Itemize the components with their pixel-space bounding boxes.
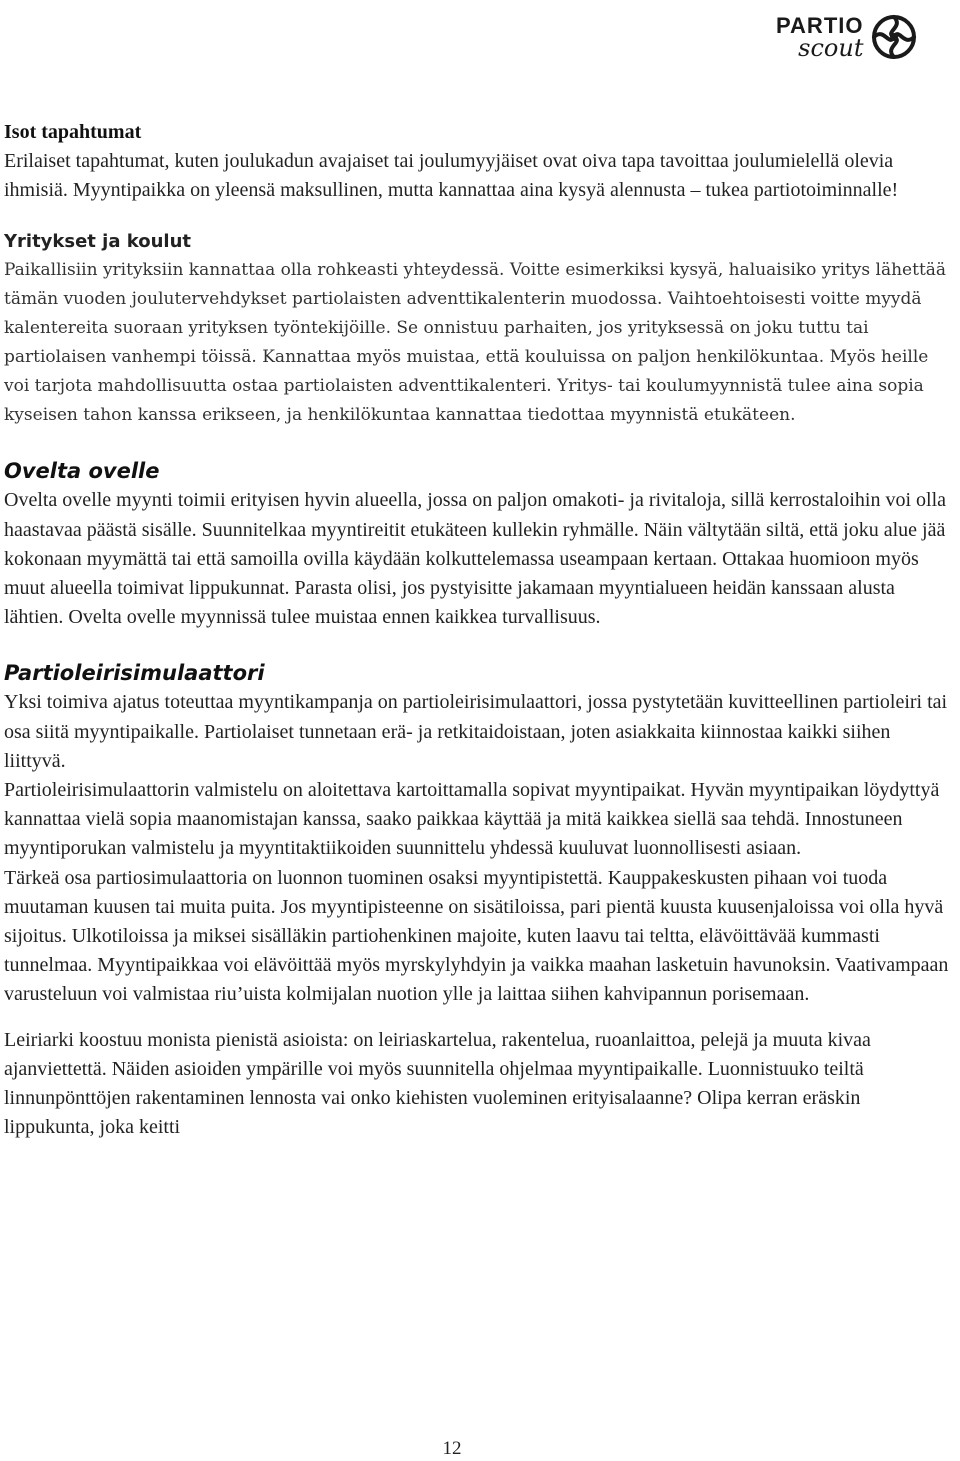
section-title-yritykset-ja-koulut: Yritykset ja koulut — [4, 231, 192, 253]
logo-wordmark — [776, 12, 864, 62]
paragraph-simulaattori-4: Leiriarki koostuu monista pienistä asioista: on leiriaskartelua, rakentelua, ruoanlaittoa, pelejä ja muuta kivaa ajanviettettä. Näiden asioiden ympärille voi myös suunnitella ohjelmaa myyntipaikalle. Luonnistuuko teiltä linnunpönttöjen rakentaminen lennosta vai onko kiehisten vuoleminen erityisalaanne? Olipa kerran eräskin lippukunta, joka keitti — [4, 1028, 871, 1139]
paragraph-ovelta-ovelle: Ovelta ovelle myynti toimii erityisen hyvin alueella, jossa on paljon omakoti- ja rivitaloja, sillä kerrostaloihin voi olla haastavaa päästä sisälle. Suunnitelkaa myyntireitit etukäteen kullekin ryhmälle. Näin vältytään siltä, että joku alue jää kokonaan myymättä tai että samoilla ovilla käydään kolkuttelemassa useampaan kertaan. Ottakaa huomioon myös muut alueella toimivat lippukunnat. Parasta olisi, jos pystyisitte jakamaan myyntialueen heidän kanssaan alusta lähtien. Ovelta ovelle myynnissä tulee muistaa ennen kaikkea turvallisuus. — [4, 489, 947, 629]
spacer — [4, 430, 954, 456]
spacer — [4, 632, 954, 658]
partio-scout-logo — [776, 8, 946, 66]
section-title-ovelta-ovelle: Ovelta ovelle — [4, 459, 160, 484]
paragraph-simulaattori-1: Yksi toimiva ajatus toteuttaa myyntikampanja on partioleirisimulaattori, jossa pystytetään kuvitteellinen partioleiri tai osa siitä myyntipaikalle. Partiolaiset tunnetaan erä- ja retkitaidoistaan, joten asiakkaita kiinnostaa kaikki siihen liittyvä. — [4, 691, 948, 772]
spacer — [4, 1010, 954, 1026]
logo-scout-text: scout — [798, 33, 864, 62]
spacer — [4, 205, 954, 227]
document-body — [4, 118, 954, 1142]
scout-emblem-icon — [869, 12, 919, 62]
paragraph-simulaattori-3: Tärkeä osa partiosimulaattoria on luonnon tuominen osaksi myyntipistettä. Kauppakeskusten pihaan voi tuoda muutaman kuusen tai muita puita. Jos myyntipisteenne on sisätiloissa, pari pientä kuusta kuusenjaloissa voi olla hyvä sijoitus. Ulkotiloissa ja miksei sisälläkin partiohenkinen majoite, kuten laavu tai teltta, elävöittävää kummasti tunnelmaa. Myyntipaikkaa voi elävöittää myös myrskylyhdyin ja vaikka maahan lasketuin havunoksin. Vaativampaan varusteluun voi valmistaa riu’uista kolmijalan nuotion ylle ja laittaa siihen kahvipannun porisemaan. — [4, 866, 949, 1006]
page-number: 12 — [442, 1438, 462, 1459]
paragraph-isot-tapahtumat: Erilaiset tapahtumat, kuten joulukadun avajaiset tai joulumyyjäiset ovat oiva tapa tavoittaa joulumielellä olevia ihmisiä. Myyntipaikka on yleensä maksullinen, mutta kannattaa aina kysyä alennusta – tukea partiotoiminnalle! — [4, 150, 899, 202]
paragraph-yritykset-ja-koulut: Paikallisiin yrityksiin kannattaa olla rohkeasti yhteydessä. Voitte esimerkiksi kysyä, haluaisiko yritys lähettää tämän vuoden joulutervehdykset partiolaisten adventtikalenterin muodossa. Vaihtoehtoisesti voitte myydä kalentereita suoraan yrityksen työntekijöille. Se onnistuu parhaiten, jos yrityksessä on joku tuttu tai partiolaisen vanhempi töissä. Kannattaa myös muistaa, että kouluissa on paljon henkilökuntaa. Myös heille voi tarjota mahdollisuutta ostaa partiolaisten adventtikalenteri. Yritys- tai koulumyynnistä tulee aina sopia kyseisen tahon kanssa erikseen, ja henkilökuntaa kannattaa tiedottaa myynnistä etukäteen. — [4, 260, 947, 426]
logo-partio-text: PARTIO — [776, 12, 864, 38]
paragraph-simulaattori-2: Partioleirisimulaattorin valmistelu on aloitettava kartoittamalla sopivat myyntipaikat. Hyvän myyntipaikan löydyttyä kannattaa vielä sopia maanomistajan kanssa, saako paikkaa käyttää ja mitä kaikkea siellä saa tehdä. Innostuneen myyntiporukan valmistelu ja myyntitaktiikoiden suunnittelu yhdessä kuuluvat luonnollisesti asiaan. — [4, 779, 940, 860]
section-title-isot-tapahtumat: Isot tapahtumat — [4, 121, 142, 143]
section-title-partioleirisimulaattori: Partioleirisimulaattori — [4, 661, 265, 686]
